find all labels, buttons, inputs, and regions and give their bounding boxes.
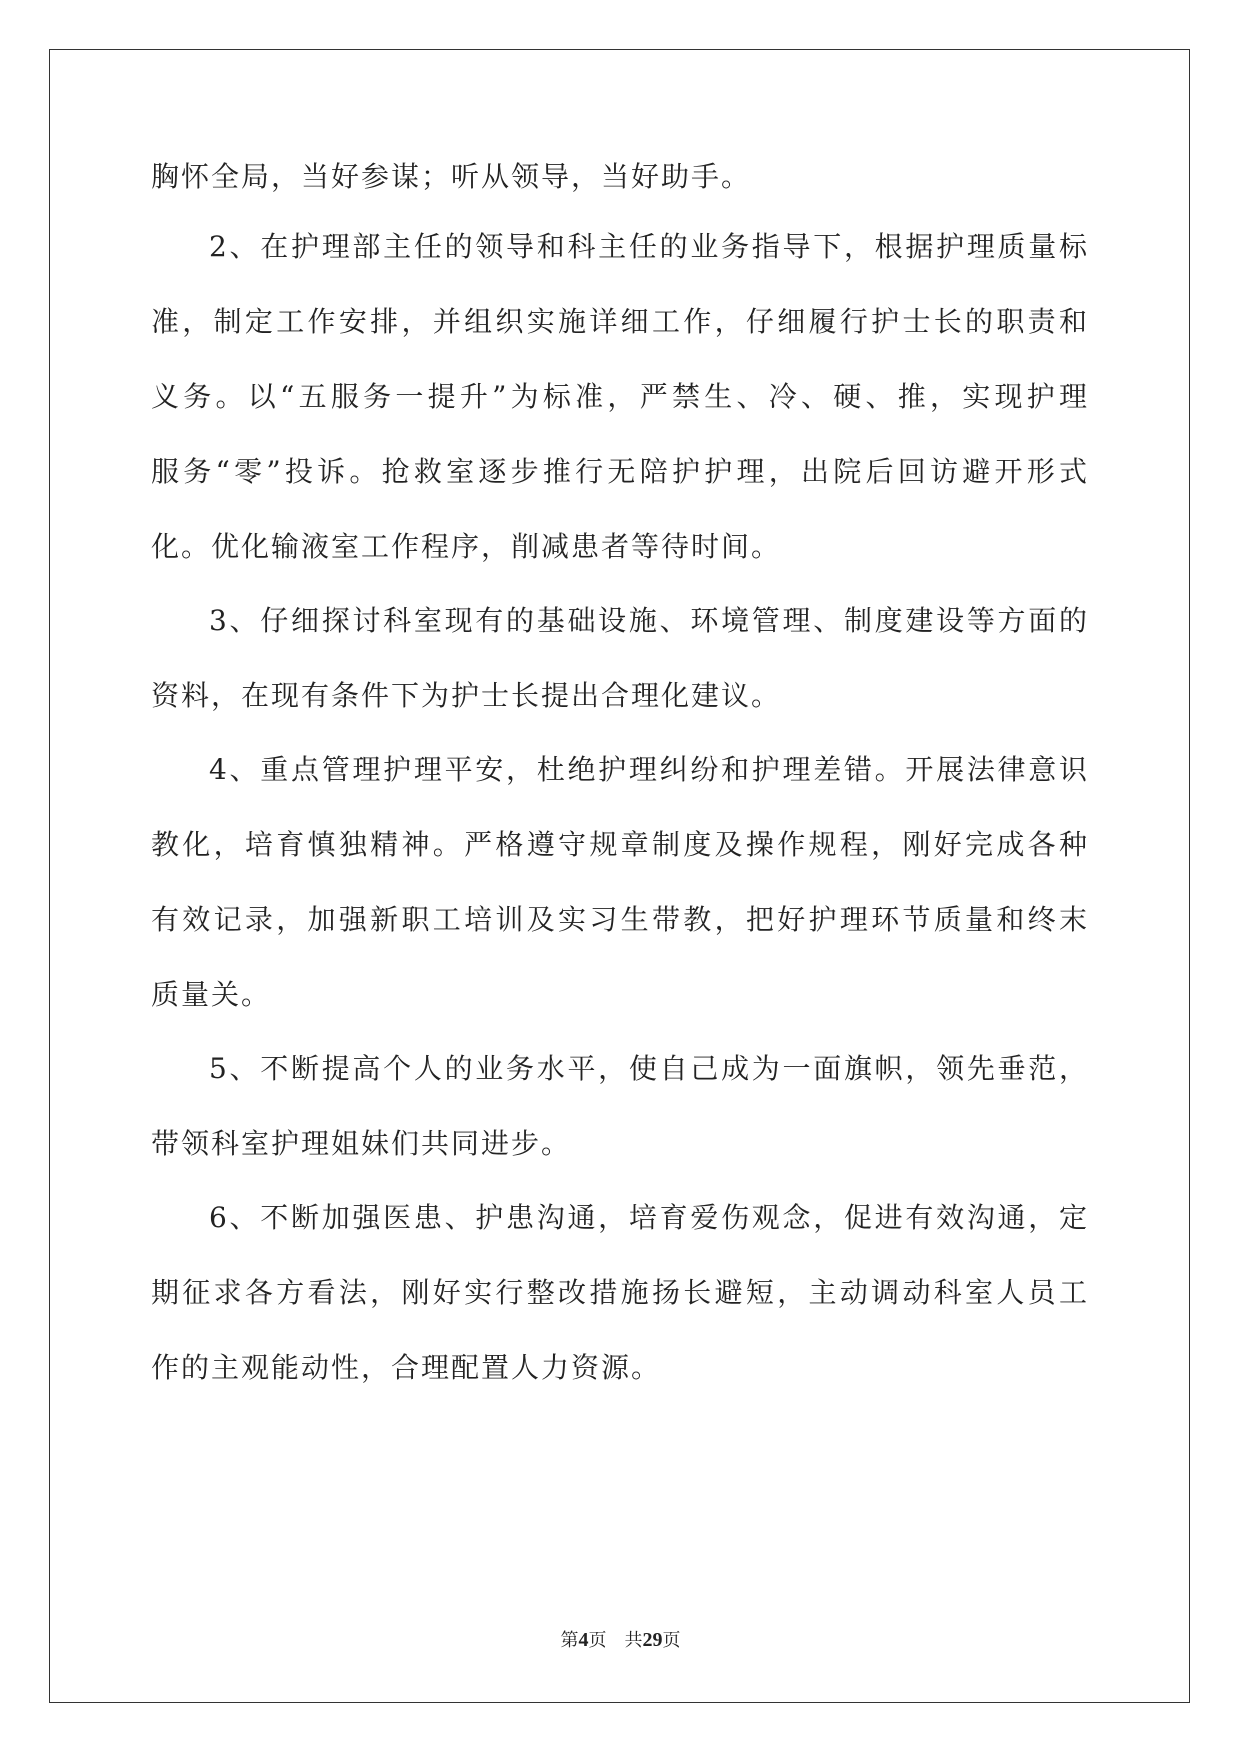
paragraph-2-line-3: 义务。以“五服务一提升”为标准，严禁生、冷、硬、推，实现护理 [151, 380, 1087, 413]
paragraph-6-line-2: 期征求各方看法，刚好实行整改措施扬长避短，主动调动科室人员工 [151, 1276, 1087, 1309]
paragraph-5-line-1: 5、不断提高个人的业务水平，使自己成为一面旗帜，领先垂范， [209, 1052, 1087, 1085]
page-suffix: 页 [662, 1630, 681, 1651]
paragraph-6-line-1: 6、不断加强医患、护患沟通，培育爱伤观念，促进有效沟通，定 [209, 1201, 1087, 1234]
paragraph-6-line-3: 作的主观能动性，合理配置人力资源。 [151, 1351, 662, 1384]
paragraph-2-line-1: 2、在护理部主任的领导和科主任的业务指导下，根据护理质量标 [209, 230, 1087, 263]
paragraph-2-line-4: 服务“零”投诉。抢救室逐步推行无陪护护理，出院后回访避开形式 [151, 455, 1087, 488]
paragraph-3-line-1: 3、仔细探讨科室现有的基础设施、环境管理、制度建设等方面的 [209, 604, 1087, 637]
page-prefix: 第 [560, 1630, 579, 1651]
paragraph-3-line-2: 资料，在现有条件下为护士长提出合理化建议。 [151, 679, 782, 712]
paragraph-4-line-3: 有效记录，加强新职工培训及实习生带教，把好护理环节质量和终末 [151, 903, 1087, 936]
current-page-number: 4 [578, 1629, 589, 1651]
paragraph-4-line-1: 4、重点管理护理平安，杜绝护理纠纷和护理差错。开展法律意识 [209, 753, 1087, 786]
paragraph-2-line-5: 化。优化输液室工作程序，削减患者等待时间。 [151, 530, 782, 563]
paragraph-2-line-2: 准，制定工作安排，并组织实施详细工作，仔细履行护士长的职责和 [151, 305, 1087, 338]
paragraph-4-line-4: 质量关。 [151, 978, 272, 1011]
page-footer [0, 1628, 1241, 1653]
total-page-number: 29 [642, 1629, 663, 1651]
text-line: 胸怀全局，当好参谋；听从领导，当好助手。 [151, 160, 752, 193]
page-border [49, 49, 1190, 1703]
page-separator: 页 共 [588, 1630, 643, 1651]
paragraph-5-line-2: 带领科室护理姐妹们共同进步。 [151, 1127, 572, 1160]
paragraph-4-line-2: 教化，培育慎独精神。严格遵守规章制度及操作规程，刚好完成各种 [151, 828, 1087, 861]
